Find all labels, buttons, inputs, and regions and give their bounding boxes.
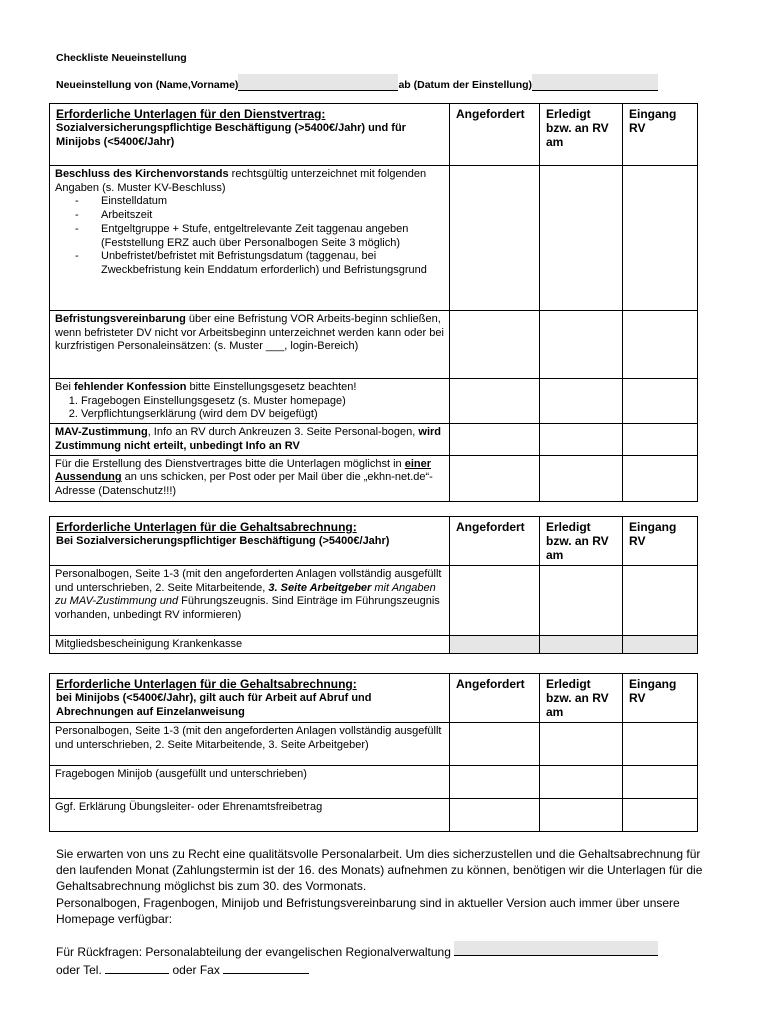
name-line (56, 74, 696, 92)
row-fragebogen-minijob: Fragebogen Minijob (ausgefüllt und unterschrieben) (50, 766, 450, 799)
cell-erledigt[interactable] (540, 723, 623, 766)
personalbogen-text2: Führungszeugnis. Sind Einträge im Führungszeugnis vorhanden, unbedingt RV informieren) (55, 595, 440, 622)
cell-erledigt[interactable] (540, 379, 623, 424)
cell-eingang[interactable] (623, 566, 698, 636)
cell-angefordert[interactable] (450, 311, 540, 379)
col-erledigt: Erledigt bzw. an RV am (540, 517, 623, 566)
row-personalbogen (50, 566, 450, 636)
col-erledigt: Erledigt bzw. an RV am (540, 104, 623, 166)
kv-beschluss-text: rechtsgültig unterzeichnet mit folgenden Angaben (s. Muster KV-Beschluss) (55, 168, 427, 194)
footer-contact (56, 941, 706, 960)
footer-para2: Personalbogen, Fragenbogen, Minijob und Befristungsvereinbarung sind in aktueller Version auch immer über unsere Homepage verfügbar: (56, 895, 680, 926)
cell-erledigt[interactable] (540, 311, 623, 379)
cell-eingang[interactable] (623, 424, 698, 455)
cell-erledigt[interactable] (540, 455, 623, 501)
row-personalbogen-minijob: Personalbogen, Seite 1-3 (mit den angeforderten Anlagen vollständig ausgefüllt und unterschrieben, 2. Seite Mitarbeitende, 3. Seite Arbeitgeber) (50, 723, 450, 766)
mav-bold2: wird Zustimmung nicht erteilt, unbedingt Info an RV (55, 426, 442, 452)
footer-para1: Sie erwarten von uns zu Recht eine qualitätsvolle Personalarbeit. Um dies sicherzustellen und die Gehaltsabrechnung für den laufenden Monat (Zahlungstermin ist der 16. des Monats) aufnehmen zu können, benötigen wir die Unterlagen für die Gehaltsabrechnung möglichst bis zum 30. des Vormonats. (56, 847, 703, 894)
konfession-text: bitte Einstellungsgesetz beachten! (186, 381, 357, 393)
tel-label: oder Tel. (56, 963, 102, 978)
section2-header (50, 517, 450, 566)
col-erledigt: Erledigt bzw. an RV am (540, 674, 623, 723)
cell-eingang[interactable] (623, 379, 698, 424)
cell-angefordert[interactable] (450, 166, 540, 311)
cell-erledigt[interactable] (540, 636, 623, 654)
cell-erledigt[interactable] (540, 799, 623, 832)
section1-header (50, 104, 450, 166)
list-item: 2. Verpflichtungserklärung (wird dem DV beigefügt) (81, 408, 446, 422)
cell-angefordert[interactable] (450, 455, 540, 501)
konfession-list (55, 395, 446, 422)
cell-angefordert[interactable] (450, 636, 540, 654)
col-eingang: Eingang RV (623, 517, 698, 566)
section-gehalt-sv-table (49, 516, 698, 654)
date-label: ab (Datum der Einstellung) (398, 79, 533, 91)
section3-subtitle: bei Minijobs (<5400€/Jahr), gilt auch für Arbeit auf Abruf und Abrechnungen auf Einzelanweisung (56, 692, 372, 718)
mav-bold: MAV-Zustimmung (55, 426, 148, 439)
personalbogen-bold: 3. Seite Arbeitgeber (268, 581, 372, 594)
personalbogen-italic: mit Angaben zu MAV-Zustimmung und (55, 581, 436, 608)
fax-field[interactable] (223, 960, 309, 974)
section2-title: Erforderliche Unterlagen für die Gehaltsabrechnung: (56, 520, 357, 534)
page-title: Checkliste Neueinstellung (56, 52, 187, 64)
col-eingang: Eingang RV (623, 104, 698, 166)
name-field[interactable] (238, 74, 398, 91)
name-label: Neueinstellung von (Name,Vorname) (56, 79, 239, 91)
row-mav (50, 424, 450, 455)
cell-eingang[interactable] (623, 455, 698, 501)
cell-erledigt[interactable] (540, 566, 623, 636)
footer (56, 846, 706, 978)
col-angefordert: Angefordert (450, 517, 540, 566)
cell-angefordert[interactable] (450, 723, 540, 766)
cell-angefordert[interactable] (450, 424, 540, 455)
row-uebungsleiter: Ggf. Erklärung Übungsleiter- oder Ehrenamtsfreibetrag (50, 799, 450, 832)
contact-field[interactable] (454, 941, 658, 956)
section1-title: Erforderliche Unterlagen für den Dienstvertrag: (56, 107, 326, 121)
cell-eingang[interactable] (623, 166, 698, 311)
col-angefordert: Angefordert (450, 674, 540, 723)
cell-angefordert[interactable] (450, 379, 540, 424)
list-item: - Entgeltgruppe + Stufe, entgeltrelevante Zeit taggenau angeben (Feststellung ERZ auch über Personalbogen Seite 3 möglich) (75, 223, 446, 250)
list-item: - Einstelldatum (75, 195, 446, 209)
cell-angefordert[interactable] (450, 566, 540, 636)
cell-erledigt[interactable] (540, 766, 623, 799)
col-angefordert: Angefordert (450, 104, 540, 166)
row-befristung (50, 311, 450, 379)
list-item: - Unbefristet/befristet mit Befristungsdatum (taggenau, bei Zweckbefristung kein Enddatum erforderlich) und Befristungsgrund (75, 250, 446, 277)
section3-header (50, 674, 450, 723)
aussendung-bold: einer Aussendung (55, 457, 432, 484)
konfession-pre: Bei (55, 381, 74, 393)
cell-erledigt[interactable] (540, 166, 623, 311)
section1-subtitle: Sozialversicherungspflichtige Beschäftigung (>5400€/Jahr) und für Minijobs (<5400€/Jahr) (56, 122, 406, 148)
kv-beschluss-list (55, 195, 446, 277)
cell-eingang[interactable] (623, 723, 698, 766)
aussendung-text2: an uns schicken, per Post oder per Mail über die „ekhn-net.de“- Adresse (Datenschutz!!!) (55, 471, 433, 497)
aussendung-text: Für die Erstellung des Dienstvertrages bitte die Unterlagen möglichst in (55, 457, 405, 470)
cell-angefordert[interactable] (450, 799, 540, 832)
befristung-text: über eine Befristung VOR Arbeits-beginn schließen, wenn befristeter DV nicht vor Arbeitsbeginn unterzeichnet werden kann oder bei kurzfristigen Personaleinsätzen: (s. Muster ___, login-Bereich) (55, 313, 444, 353)
list-item: - Arbeitszeit (75, 209, 446, 223)
contact-label: Für Rückfragen: Personalabteilung der evangelischen Regionalverwaltung (56, 945, 451, 960)
cell-erledigt[interactable] (540, 424, 623, 455)
list-item: 1. Fragebogen Einstellungsgesetz (s. Muster homepage) (81, 395, 446, 409)
date-field[interactable] (532, 74, 658, 91)
col-eingang: Eingang RV (623, 674, 698, 723)
cell-eingang[interactable] (623, 799, 698, 832)
tel-field[interactable] (105, 960, 169, 974)
konfession-bold: fehlender Konfession (73, 381, 187, 393)
cell-eingang[interactable] (623, 766, 698, 799)
row-aussendung (50, 455, 450, 501)
row-konfession (50, 379, 450, 424)
section-gehalt-minijob-table (49, 673, 698, 832)
mav-text: , Info an RV durch Ankreuzen 3. Seite Personal-bogen, (147, 426, 419, 439)
footer-phone-fax (56, 960, 706, 978)
row-mitgliedsbescheinigung: Mitgliedsbescheinigung Krankenkasse (50, 636, 450, 654)
personalbogen-text: Personalbogen, Seite 1-3 (mit den angeforderten Anlagen vollständig ausgefüllt und unterschrieben, 2. Seite Mitarbeitende, (55, 568, 442, 594)
fax-label: oder Fax (172, 963, 220, 978)
section3-title: Erforderliche Unterlagen für die Gehaltsabrechnung: (56, 677, 357, 691)
cell-angefordert[interactable] (450, 766, 540, 799)
befristung-bold: Befristungsvereinbarung (55, 313, 186, 325)
row-kv-beschluss (50, 166, 450, 311)
cell-eingang[interactable] (623, 311, 698, 379)
cell-eingang[interactable] (623, 636, 698, 654)
kv-beschluss-bold: Beschluss des Kirchenvorstands (55, 168, 229, 180)
section-dienstvertrag-table (49, 103, 698, 502)
section2-subtitle: Bei Sozialversicherungspflichtiger Beschäftigung (>5400€/Jahr) (56, 535, 390, 547)
